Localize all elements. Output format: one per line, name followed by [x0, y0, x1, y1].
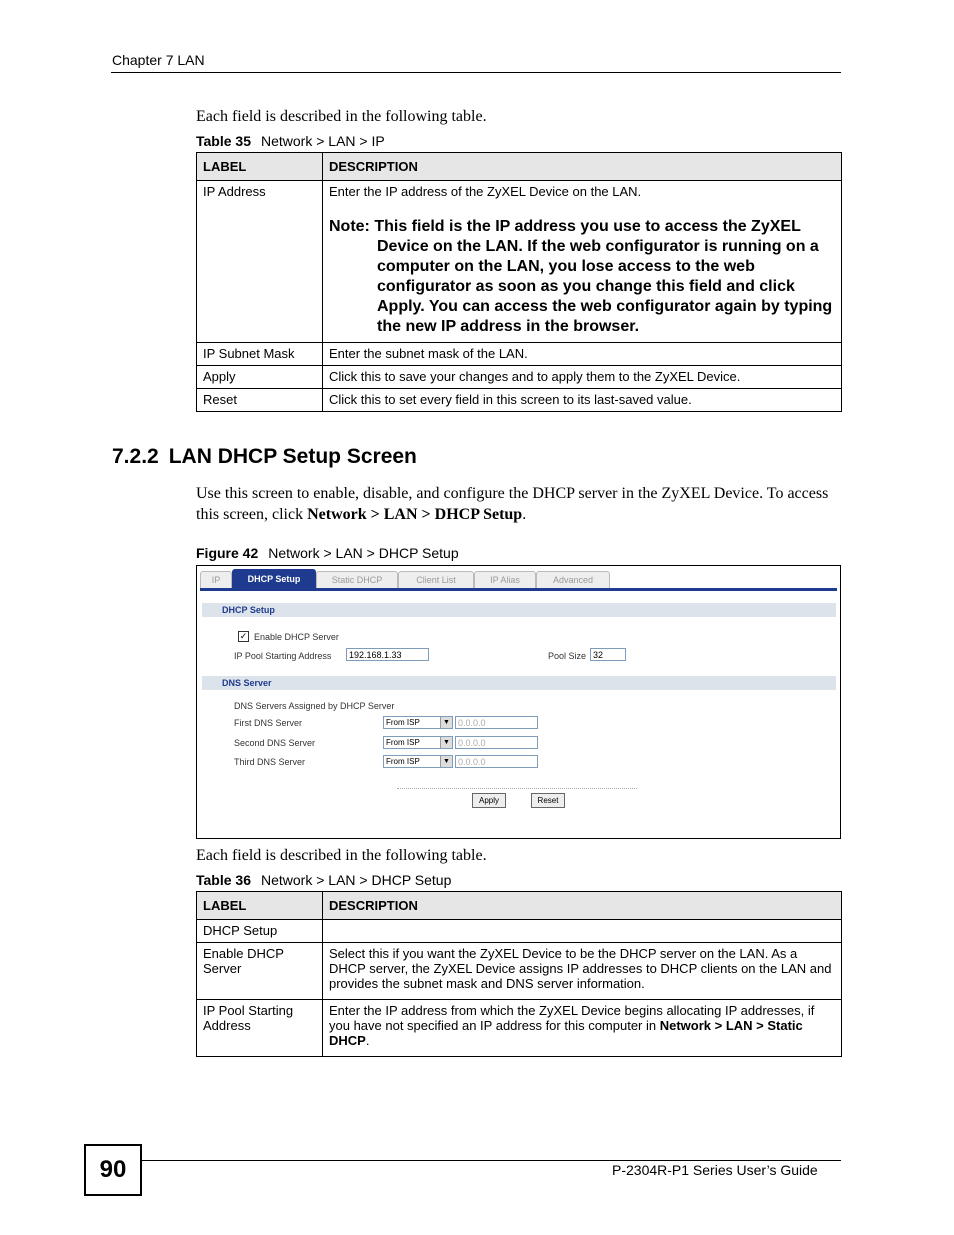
table35 — [196, 152, 842, 412]
row-label: Apply — [197, 366, 323, 389]
section-paragraph — [196, 483, 842, 525]
pool-start-label: IP Pool Starting Address — [234, 651, 332, 661]
table-row — [197, 1000, 842, 1057]
dhcp-setup-screenshot — [196, 565, 841, 839]
chevron-down-icon: ▼ — [440, 737, 452, 748]
table-row — [197, 943, 842, 1000]
apply-button[interactable]: Apply — [472, 793, 506, 808]
row-description: Enter the subnet mask of the LAN. — [323, 343, 842, 366]
third-dns-label: Third DNS Server — [234, 757, 306, 767]
section-title — [112, 445, 417, 469]
dns-section-bar: DNS Server — [202, 676, 836, 690]
table35-caption — [196, 133, 385, 149]
section-number: 7.2.2 — [112, 445, 159, 468]
row-label: Reset — [197, 389, 323, 412]
first-dns-select-value: From ISP — [386, 718, 420, 727]
enable-dhcp-checkbox[interactable]: ✓ — [239, 631, 248, 641]
dhcp-section-bar: DHCP Setup — [202, 603, 836, 617]
tab-static-dhcp[interactable]: Static DHCP — [316, 571, 398, 589]
figure42-number: Figure 42 — [196, 545, 259, 561]
first-dns-label: First DNS Server — [234, 718, 303, 728]
second-dns-ip-input[interactable]: 0.0.0.0 — [455, 736, 538, 749]
para-end: . — [522, 506, 527, 523]
row-description — [323, 920, 842, 943]
table36 — [196, 891, 842, 1057]
chevron-down-icon: ▼ — [440, 756, 452, 767]
tab-client-list[interactable]: Client List — [398, 571, 474, 589]
row-description-text: Enter the IP address of the ZyXEL Device on the LAN. — [329, 184, 642, 199]
guide-title: P-2304R-P1 Series User’s Guide — [612, 1162, 818, 1178]
table36-caption — [196, 872, 451, 888]
row-description-text: Enter the IP address from which the ZyXEL Device begins allocating IP addresses, if you have not specified an IP address for this computer in — [329, 1003, 815, 1033]
table36-col-description: DESCRIPTION — [323, 892, 842, 920]
table35-col-label: LABEL — [197, 153, 323, 181]
table35-title: Network > LAN > IP — [261, 133, 385, 149]
figure42-caption — [196, 545, 459, 561]
row-label: IP Pool Starting Address — [197, 1000, 323, 1057]
divider — [397, 788, 637, 789]
row-description — [323, 1000, 842, 1057]
tab-ip-alias[interactable]: IP Alias — [474, 571, 536, 589]
pool-size-label: Pool Size — [548, 651, 587, 661]
chapter-header: Chapter 7 LAN — [112, 52, 205, 68]
header-rule — [111, 72, 841, 73]
para-text: Use this screen to enable, disable, and configure the DHCP server in the ZyXEL Device. To access this screen, click — [196, 485, 829, 523]
tab-ip[interactable]: IP — [200, 571, 232, 589]
third-dns-select-value: From ISP — [386, 757, 420, 766]
table36-col-label: LABEL — [197, 892, 323, 920]
tab-advanced[interactable]: Advanced — [536, 571, 610, 589]
table-row — [197, 920, 842, 943]
row-description: Select this if you want the ZyXEL Device to be the DHCP server on the LAN. As a DHCP server, the ZyXEL Device assigns IP addresses to DHCP clients on the LAN and provides the subnet mask and DNS server information. — [323, 943, 842, 1000]
table35-col-description: DESCRIPTION — [323, 153, 842, 181]
table-row — [197, 343, 842, 366]
section-name: LAN DHCP Setup Screen — [168, 445, 417, 468]
note-text: Note: This field is the IP address you use to access the ZyXEL Device on the LAN. If the web configurator is running on a computer on the LAN, you lose access to the web configurator as soon as you change this field and click Apply. You can access the web configurator again by typing the new IP address in the browser. — [329, 218, 833, 335]
second-dns-select[interactable] — [383, 736, 453, 749]
row-description: Click this to save your changes and to apply them to the ZyXEL Device. — [323, 366, 842, 389]
row-description-end: . — [365, 1033, 370, 1048]
enable-dhcp-label: Enable DHCP Server — [254, 632, 339, 642]
row-label: Enable DHCP Server — [197, 943, 323, 1000]
table36-number: Table 36 — [196, 872, 251, 888]
second-dns-label: Second DNS Server — [234, 738, 316, 748]
row-description: Click this to set every field in this screen to its last-saved value. — [323, 389, 842, 412]
second-dns-select-value: From ISP — [386, 738, 420, 747]
table35-number: Table 35 — [196, 133, 251, 149]
reset-button[interactable]: Reset — [531, 793, 565, 808]
first-dns-select[interactable] — [383, 716, 453, 729]
tab-underline — [200, 588, 837, 591]
row-description — [323, 181, 842, 343]
row-label: DHCP Setup — [197, 920, 323, 943]
row-description-bold: Network > LAN > Static DHCP — [329, 1018, 803, 1048]
chevron-down-icon: ▼ — [440, 717, 452, 728]
table-row — [197, 366, 842, 389]
intro-text: Each field is described in the following table. — [196, 108, 487, 125]
figure42-title: Network > LAN > DHCP Setup — [268, 545, 459, 561]
table-row — [197, 181, 842, 343]
intro-text-2: Each field is described in the following table. — [196, 847, 487, 864]
page-number: 90 — [84, 1144, 142, 1196]
first-dns-ip-input[interactable]: 0.0.0.0 — [455, 716, 538, 729]
table-row — [197, 389, 842, 412]
tab-dhcp-setup[interactable]: DHCP Setup — [232, 569, 316, 589]
dns-assigned-label: DNS Servers Assigned by DHCP Server — [234, 701, 395, 711]
para-bold-path: Network > LAN > DHCP Setup — [307, 506, 523, 523]
third-dns-ip-input[interactable]: 0.0.0.0 — [455, 755, 538, 768]
row-label: IP Address — [197, 181, 323, 343]
pool-start-input[interactable]: 192.168.1.33 — [346, 648, 429, 661]
row-label: IP Subnet Mask — [197, 343, 323, 366]
third-dns-select[interactable] — [383, 755, 453, 768]
footer-rule — [140, 1160, 841, 1161]
table36-title: Network > LAN > DHCP Setup — [261, 872, 452, 888]
pool-size-input[interactable]: 32 — [590, 648, 626, 661]
